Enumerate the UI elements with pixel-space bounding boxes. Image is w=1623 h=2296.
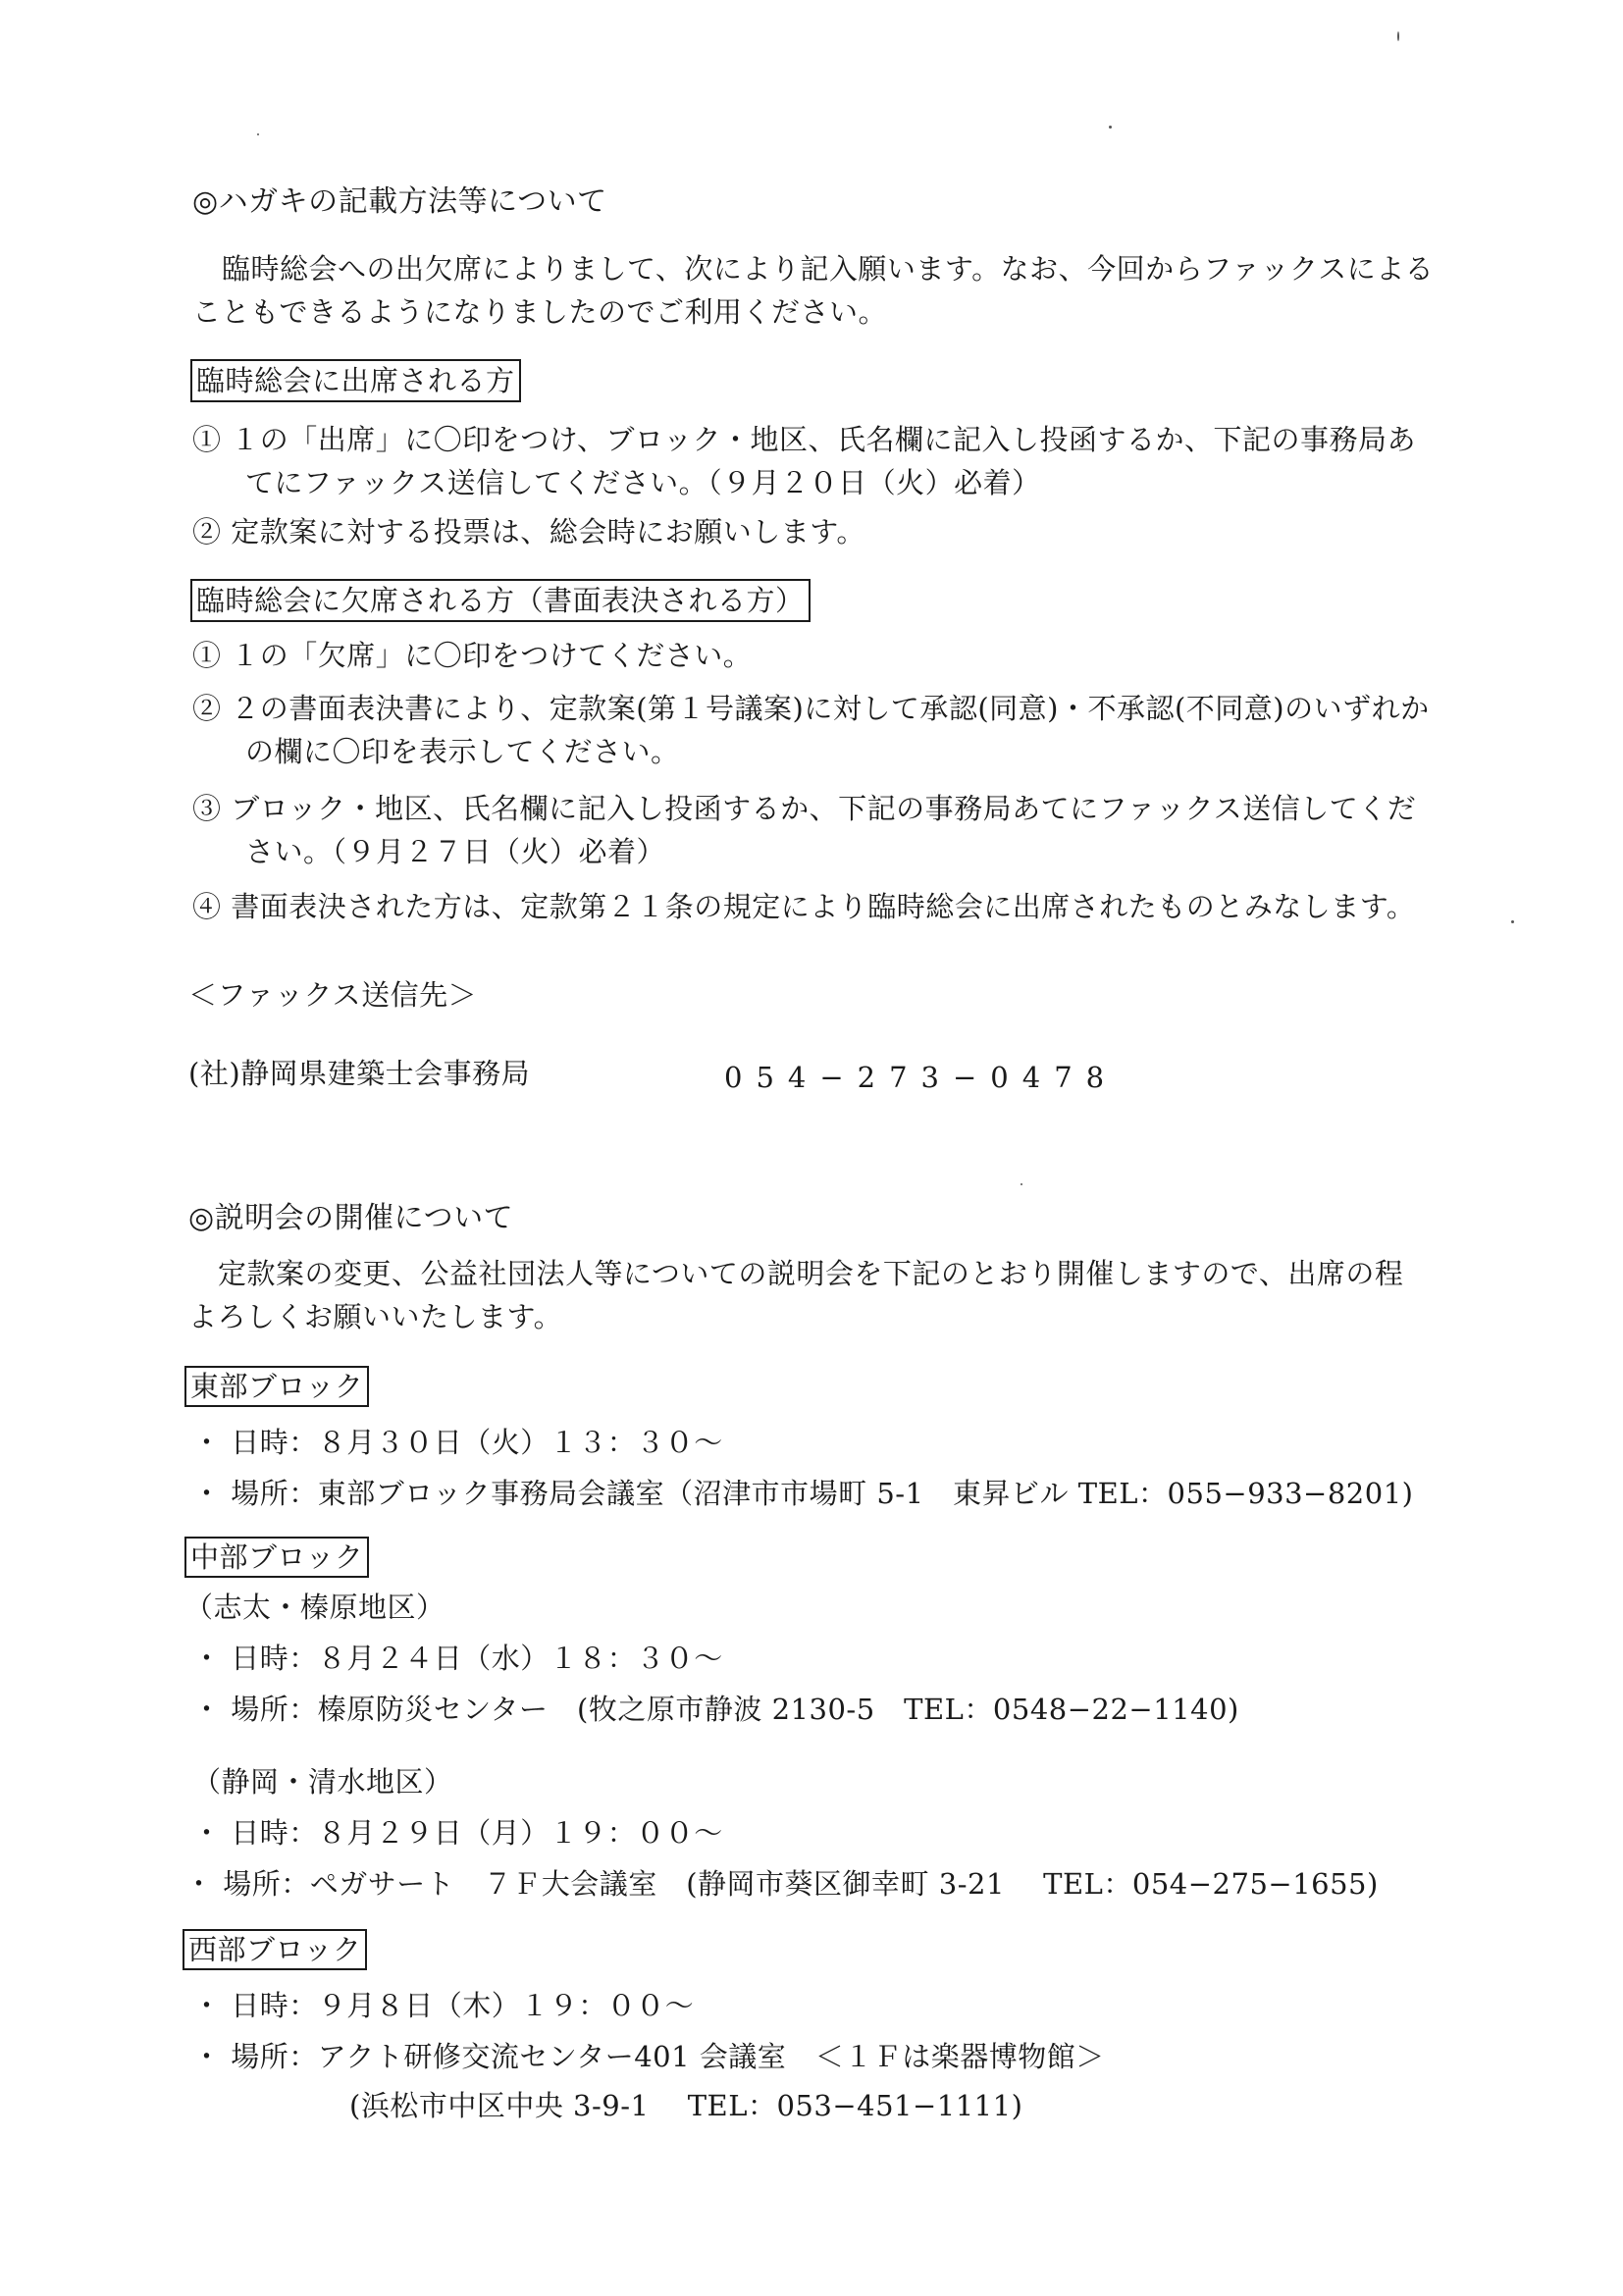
west-datetime: ・ 日時：９月８日（木）１９：００～ [192,1989,695,2022]
absent-item3-line1: ③ ブロック・地区、氏名欄に記入し投函するか、下記の事務局あてにファックス送信してくだ [192,792,1417,825]
absent-item2-line1: ② ２の書面表決書により、定款案(第１号議案)に対して承認(同意)・不承認(不同意)のいずれか [192,692,1430,725]
scan-speck [1511,920,1514,923]
west-place: ・ 場所：アクト研修交流センター401 会議室 ＜１Ｆは楽器博物館＞ [192,2040,1105,2073]
central-heading: 中部ブロック [184,1537,369,1578]
absent-item4: ④ 書面表決された方は、定款第２１条の規定により臨時総会に出席されたものとみなします。 [192,890,1416,923]
fax-org: (社)静岡県建築士会事務局 [188,1057,531,1090]
east-datetime: ・ 日時：８月３０日（火）１３：３０～ [192,1426,723,1459]
setsumei-intro-line2: よろしくお願いいたします。 [188,1300,563,1333]
absent-heading: 臨時総会に欠席される方（書面表決される方） [190,579,811,622]
absent-item1: ① １の「欠席」に〇印をつけてください。 [192,639,753,672]
central-area1: （志太・榛原地区） [184,1591,445,1624]
setsumei-intro-line1: 定款案の変更、公益社団法人等についての説明会を下記のとおり開催しますので、出席の程 [218,1257,1404,1290]
absent-item3-line2: さい。（９月２７日（火）必着） [245,835,666,868]
attend-item2: ② 定款案に対する投票は、総会時にお願いします。 [192,515,865,548]
absent-heading-box [190,579,811,622]
absent-item2-line2: の欄に〇印を表示してください。 [245,735,680,768]
section-title-setsumei: ◎説明会の開催について [188,1201,514,1235]
central-area1-place: ・ 場所：榛原防災センター (牧之原市静波 2130-5 TEL：0548−22−1140) [192,1693,1239,1726]
east-heading: 東部ブロック [184,1366,369,1407]
attend-item1-line1: ① １の「出席」に〇印をつけ、ブロック・地区、氏名欄に記入し投函するか、下記の事務局あ [192,423,1416,456]
attend-heading: 臨時総会に出席される方 [190,359,521,402]
attend-item1-line2: てにファックス送信してください。（９月２０日（火）必着） [245,466,1041,499]
section-title-hagaki: ◎ハガキの記載方法等について [192,184,607,219]
west-address: (浜松市中区中央 3-9-1 TEL：053−451−1111) [349,2089,1023,2122]
fax-number: 054−273−0478 [724,1061,1119,1094]
central-area2-place: ・ 場所：ペガサート ７Ｆ大会議室 (静岡市葵区御幸町 3-21 TEL：054−275−1655) [184,1867,1379,1901]
scan-speck [1021,1183,1022,1185]
central-area2: （静岡・清水地区） [192,1765,453,1799]
attend-heading-box [190,359,521,402]
hagaki-intro-line1: 臨時総会への出欠席によりまして、次により記入願います。なお、今回からファックスによる [222,252,1435,286]
central-area2-datetime: ・ 日時：８月２９日（月）１９：００～ [192,1816,723,1850]
west-heading: 西部ブロック [183,1929,367,1970]
east-place: ・ 場所：東部ブロック事務局会議室（沼津市市場町 5-1 東昇ビル TEL：055−933−8201) [192,1477,1414,1510]
scan-speck [1397,31,1399,41]
west-heading-box [183,1929,367,1970]
fax-label: ＜ファックス送信先＞ [188,978,478,1012]
central-area1-datetime: ・ 日時：８月２４日（水）１８：３０～ [192,1642,723,1675]
scan-speck [257,133,259,135]
scan-speck [1109,126,1112,129]
east-heading-box [184,1366,369,1407]
hagaki-intro-line2: こともできるようになりましたのでご利用ください。 [192,295,888,329]
central-heading-box [184,1537,369,1578]
